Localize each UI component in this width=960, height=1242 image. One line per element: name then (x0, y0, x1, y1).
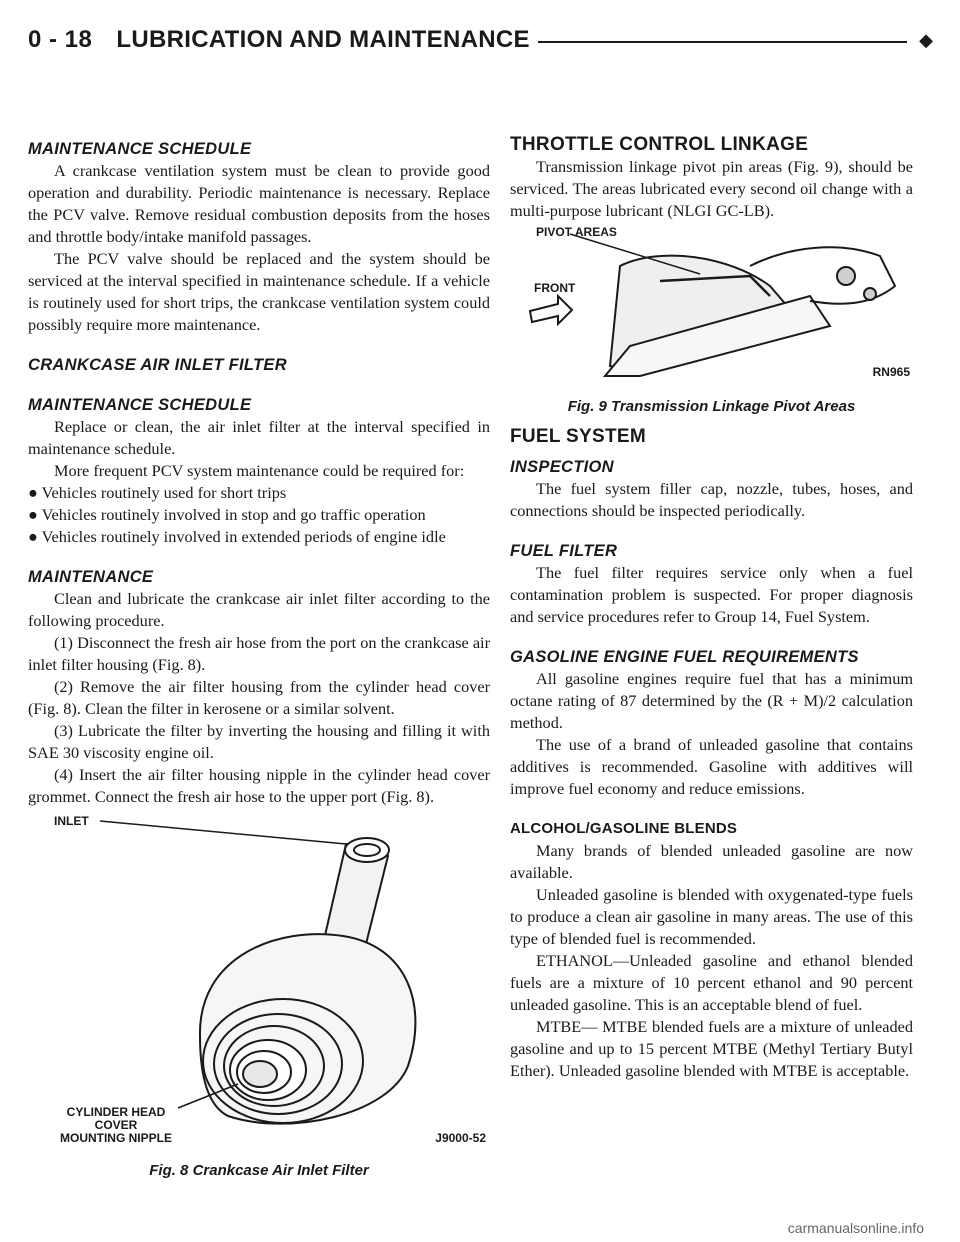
label-inlet: INLET (54, 816, 89, 828)
paragraph: The fuel filter requires service only when a fuel contamination problem is suspected. For proper diagnosis and service procedures refer to Group 14, Fuel System. (510, 563, 913, 626)
diamond-icon: ◆ (919, 29, 933, 50)
paragraph: The PCV valve should be replaced and the system should be serviced at the interval specified in maintenance schedule. If a vehicle is routinely used for short trips, the crankcase ventilation system could possibly require more maintenance. (28, 249, 490, 334)
page-header (28, 24, 933, 56)
procedure-step: (3) Lubricate the filter by inverting the housing and filling it with SAE 30 viscosity engine oil. (28, 721, 490, 762)
crankcase-air-inlet-filter-illustration (28, 816, 490, 1156)
paragraph: Unleaded gasoline is blended with oxygenated-type fuels to produce a clean air gasoline in many areas. The use of this type of blended fuel is recommended. (510, 885, 913, 948)
paragraph: The fuel system filler cap, nozzle, tubes, hoses, and connections should be inspected periodically. (510, 479, 913, 520)
section-title: LUBRICATION AND MAINTENANCE (116, 26, 530, 53)
heading-fuel-system: FUEL SYSTEM (510, 426, 646, 447)
heading-fuel-filter: FUEL FILTER (510, 542, 618, 560)
figure-caption: Fig. 9 Transmission Linkage Pivot Areas (567, 398, 856, 415)
label-cover: COVER (94, 1118, 138, 1132)
figure-code: J9000-52 (435, 1131, 486, 1145)
figure-9 (510, 226, 913, 418)
heading-throttle-control-linkage: THROTTLE CONTROL LINKAGE (510, 134, 809, 155)
label-mounting-nipple: MOUNTING NIPPLE (59, 1131, 173, 1145)
label-front: FRONT (534, 281, 576, 295)
procedure-step: (4) Insert the air filter housing nipple in the cylinder head cover grommet. Connect the fresh air hose to the upper port (Fig. 8). (28, 765, 490, 806)
paragraph: Clean and lubricate the crankcase air inlet filter according to the following procedure. (28, 589, 490, 630)
heading-inspection: INSPECTION (510, 458, 614, 476)
transmission-linkage-illustration (510, 226, 913, 382)
heading-gasoline-engine-fuel-requirements: GASOLINE ENGINE FUEL REQUIREMENTS (510, 648, 859, 666)
paragraph: The use of a brand of unleaded gasoline that contains additives is recommended. Gasoline with additives will improve fuel economy and reduce emissions. (510, 735, 913, 798)
paragraph: Replace or clean, the air inlet filter at the interval specified in maintenance schedule. (28, 417, 490, 458)
paragraph: Transmission linkage pivot pin areas (Fig. 9), should be serviced. The areas lubricated every second oil change with a multi-purpose lubricant (NLGI GC-LB). (510, 157, 913, 220)
page-number: 0 - 18 (28, 26, 93, 53)
heading-crankcase-air-inlet-filter: CRANKCASE AIR INLET FILTER (28, 356, 287, 374)
footer-watermark: carmanualsonline.info (787, 1220, 924, 1236)
label-pivot-areas: PIVOT AREAS (536, 226, 617, 239)
paragraph: A crankcase ventilation system must be clean to provide good operation and durability. Periodic maintenance is necessary. Replace the PCV valve. Remove residual combustion deposits from the hoses and throttle body/intake manifold passages. (28, 161, 490, 246)
label-cylinder-head: CYLINDER HEAD (66, 1105, 166, 1119)
paragraph: More frequent PCV system maintenance could be required for: (54, 461, 465, 480)
procedure-step: (1) Disconnect the fresh air hose from the port on the crankcase air inlet filter housing (Fig. 8). (28, 633, 490, 674)
bullet-item: ● Vehicles routinely used for short trips (28, 483, 287, 502)
paragraph: All gasoline engines require fuel that has a minimum octane rating of 87 determined by the (R + M)/2 calculation method. (510, 669, 913, 732)
procedure-step: (2) Remove the air filter housing from the cylinder head cover (Fig. 8). Clean the filter in kerosene or a similar solvent. (28, 677, 490, 718)
heading-maintenance: MAINTENANCE (28, 568, 154, 586)
paragraph: Many brands of blended unleaded gasoline are now available. (510, 841, 913, 882)
bullet-item: ● Vehicles routinely involved in stop and go traffic operation (28, 505, 426, 524)
heading-alcohol-gasoline-blends: ALCOHOL/GASOLINE BLENDS (510, 820, 738, 837)
heading-maintenance-schedule: MAINTENANCE SCHEDULE (28, 396, 252, 414)
bullet-item: ● Vehicles routinely involved in extended periods of engine idle (28, 527, 446, 546)
right-column (510, 134, 913, 1082)
figure-caption: Fig. 8 Crankcase Air Inlet Filter (149, 1162, 369, 1179)
paragraph: MTBE— MTBE blended fuels are a mixture of unleaded gasoline and up to 15 percent MTBE (Methyl Tertiary Butyl Ether). Unleaded gasoline blended with MTBE is acceptable. (510, 1017, 913, 1080)
heading-maintenance-schedule: MAINTENANCE SCHEDULE (28, 140, 252, 158)
paragraph: ETHANOL—Unleaded gasoline and ethanol blended fuels are a mixture of 10 percent ethanol and 90 percent unleaded gasoline. This is an acceptable blend of fuel. (510, 951, 913, 1014)
figure-8 (28, 816, 490, 1182)
header-rule (538, 41, 907, 43)
left-column (28, 138, 490, 1182)
figure-code: RN965 (872, 365, 910, 379)
